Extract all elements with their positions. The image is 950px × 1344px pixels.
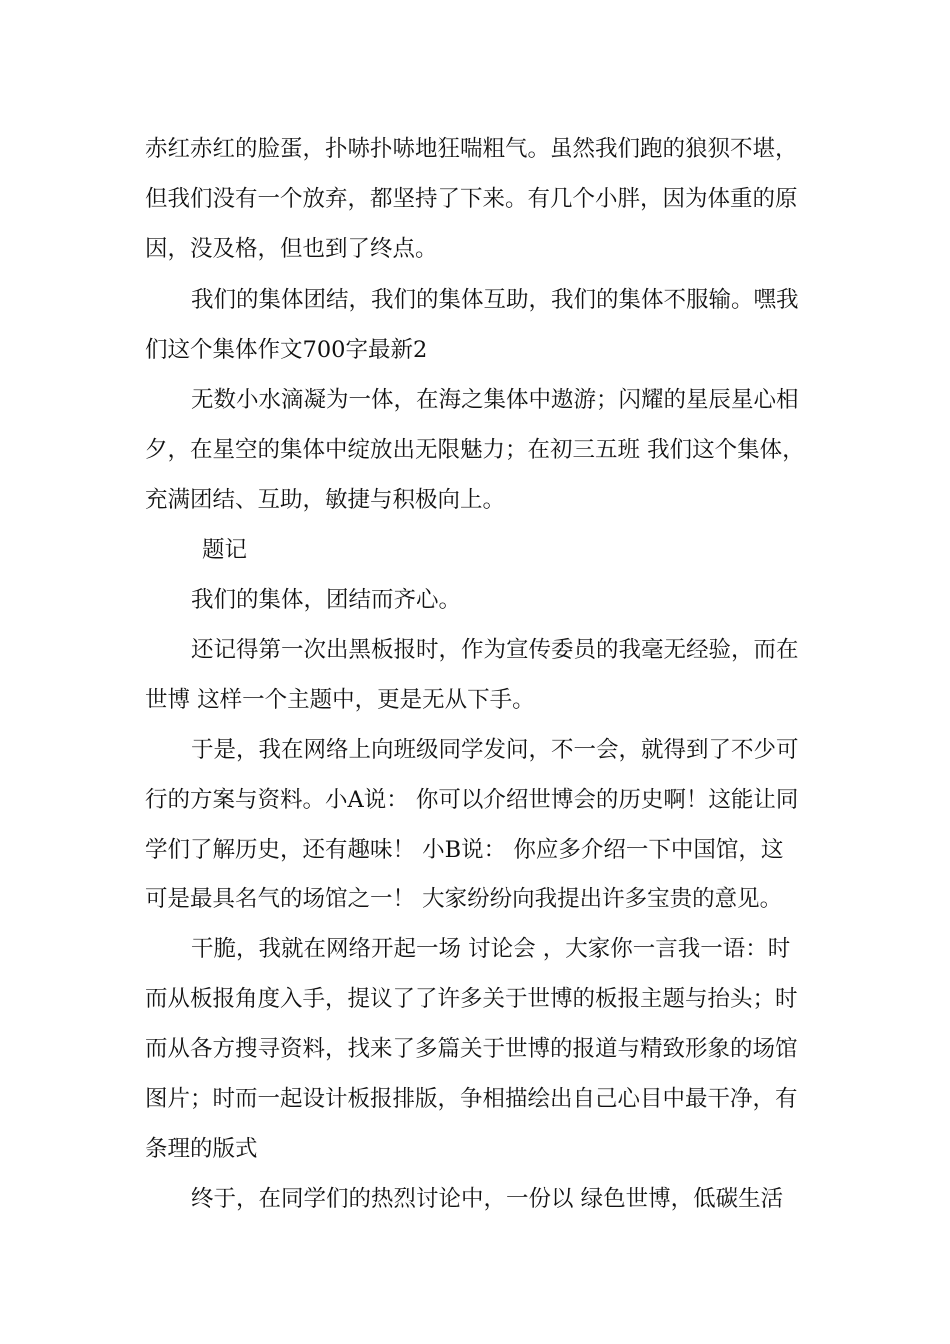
text-line: 充满团结、互助，敏捷与积极向上。 bbox=[145, 487, 506, 513]
text-line: 于是，我在网络上向班级同学发问，不一会，就得到了不少可 bbox=[191, 737, 799, 763]
text-line: 终于，在同学们的热烈讨论中，一份以 绿色世博，低碳生活 bbox=[191, 1186, 784, 1212]
text-line: 学们了解历史，还有趣味！ 小B说： 你应多介绍一下中国馆，这 bbox=[145, 837, 784, 863]
text-line: 图片；时而一起设计板报排版，争相描绘出自己心目中最干净，有 bbox=[145, 1086, 798, 1112]
text-line: 而从各方搜寻资料，找来了多篇关于世博的报道与精致形象的场馆 bbox=[145, 1036, 798, 1062]
text-line: 赤红赤红的脸蛋，扑哧扑哧地狂喘粗气。虽然我们跑的狼狈不堪， bbox=[145, 136, 798, 162]
text-line: 夕，在星空的集体中绽放出无限魅力；在初三五班 我们这个集体， bbox=[145, 437, 805, 463]
text-line: 们这个集体作文700字最新2 bbox=[145, 337, 428, 363]
text-line: 因，没及格，但也到了终点。 bbox=[145, 236, 438, 262]
text-line: 我们的集体，团结而齐心。 bbox=[191, 587, 462, 613]
text-line: 干脆，我就在网络开起一场 讨论会 ，大家你一言我一语：时 bbox=[191, 936, 791, 962]
text-line: 题记 bbox=[202, 537, 248, 563]
text-line: 我们的集体团结，我们的集体互助，我们的集体不服输。嘿我 bbox=[191, 287, 799, 313]
text-line: 条理的版式 bbox=[145, 1136, 258, 1162]
text-line: 无数小水滴凝为一体，在海之集体中遨游；闪耀的星辰星心相 bbox=[191, 387, 799, 413]
text-line: 可是最具名气的场馆之一！ 大家纷纷向我提出许多宝贵的意见。 bbox=[145, 886, 783, 912]
text-line: 但我们没有一个放弃，都坚持了下来。有几个小胖，因为体重的原 bbox=[145, 186, 798, 212]
text-line: 而从板报角度入手，提议了了许多关于世博的板报主题与抬头；时 bbox=[145, 986, 798, 1012]
text-line: 行的方案与资料。小A说： 你可以介绍世博会的历史啊！这能让同 bbox=[145, 787, 799, 813]
text-line: 还记得第一次出黑板报时，作为宣传委员的我毫无经验，而在 bbox=[191, 637, 799, 663]
text-line: 世博 这样一个主题中，更是无从下手。 bbox=[145, 687, 535, 713]
